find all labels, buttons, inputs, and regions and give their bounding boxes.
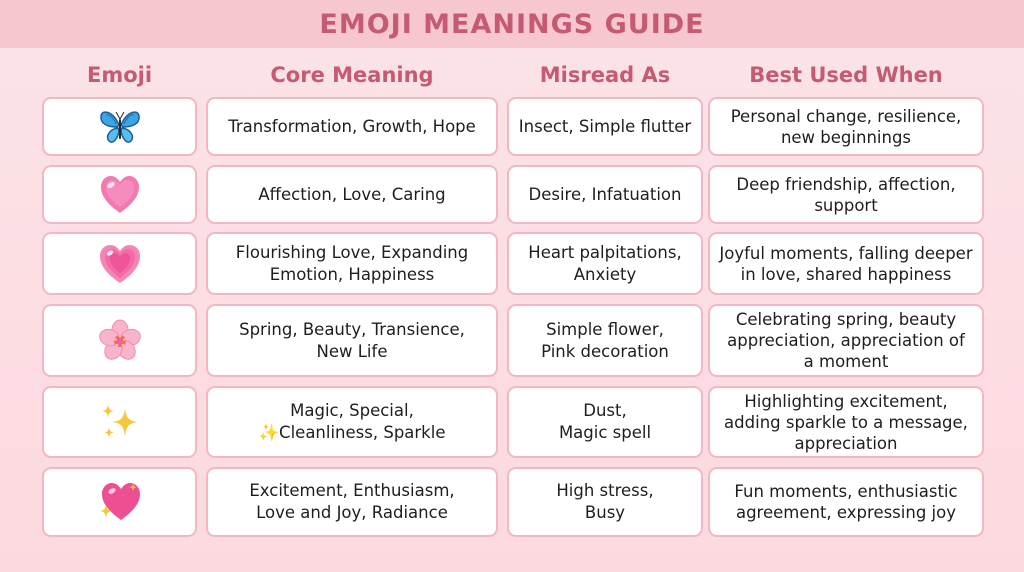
best-used-cell: Deep friendship, affection, support xyxy=(708,165,984,224)
misread-cell: Dust, Magic spell xyxy=(507,386,703,458)
emoji-cell xyxy=(42,467,197,537)
emoji-cell xyxy=(42,97,197,156)
beating-heart-icon xyxy=(98,242,142,286)
best-used-cell: Celebrating spring, beauty appreciation, appreciation of a moment xyxy=(708,304,984,377)
emoji-cell xyxy=(42,304,197,377)
core-meaning-cell: Transformation, Growth, Hope xyxy=(206,97,498,156)
sparkles-icon xyxy=(98,400,142,444)
sparkling-heart-icon xyxy=(98,480,142,524)
growing-heart-icon xyxy=(98,173,142,217)
best-used-cell: Joyful moments, falling deeper in love, shared happiness xyxy=(708,232,984,295)
core-meaning-cell: Excitement, Enthusiasm, Love and Joy, Radiance xyxy=(206,467,498,537)
misread-cell: High stress, Busy xyxy=(507,467,703,537)
core-meaning-cell: Affection, Love, Caring xyxy=(206,165,498,224)
emoji-cell xyxy=(42,386,197,458)
butterfly-icon xyxy=(98,105,142,149)
best-used-cell: Personal change, resilience, new beginnings xyxy=(708,97,984,156)
header-emoji: Emoji xyxy=(86,63,153,87)
core-meaning-cell: Spring, Beauty, Transience, New Life xyxy=(206,304,498,377)
header-misread-as: Misread As xyxy=(539,63,671,87)
emoji-cell xyxy=(42,232,197,295)
best-used-cell: Fun moments, enthusiastic agreement, expressing joy xyxy=(708,467,984,537)
misread-cell: Heart palpitations, Anxiety xyxy=(507,232,703,295)
core-meaning-cell: Flourishing Love, Expanding Emotion, Happiness xyxy=(206,232,498,295)
misread-cell: Insect, Simple flutter xyxy=(507,97,703,156)
best-used-cell: Highlighting excitement, adding sparkle to a message, appreciation xyxy=(708,386,984,458)
cherry-blossom-icon xyxy=(98,319,142,363)
misread-cell: Desire, Infatuation xyxy=(507,165,703,224)
misread-cell: Simple flower, Pink decoration xyxy=(507,304,703,377)
header-core-meaning: Core Meaning xyxy=(270,63,434,87)
header-best-used-when: Best Used When xyxy=(749,63,943,87)
page-title: EMOJI MEANINGS GUIDE xyxy=(319,8,705,40)
emoji-cell xyxy=(42,165,197,224)
core-meaning-cell: Magic, Special, ✨Cleanliness, Sparkle xyxy=(206,386,498,458)
